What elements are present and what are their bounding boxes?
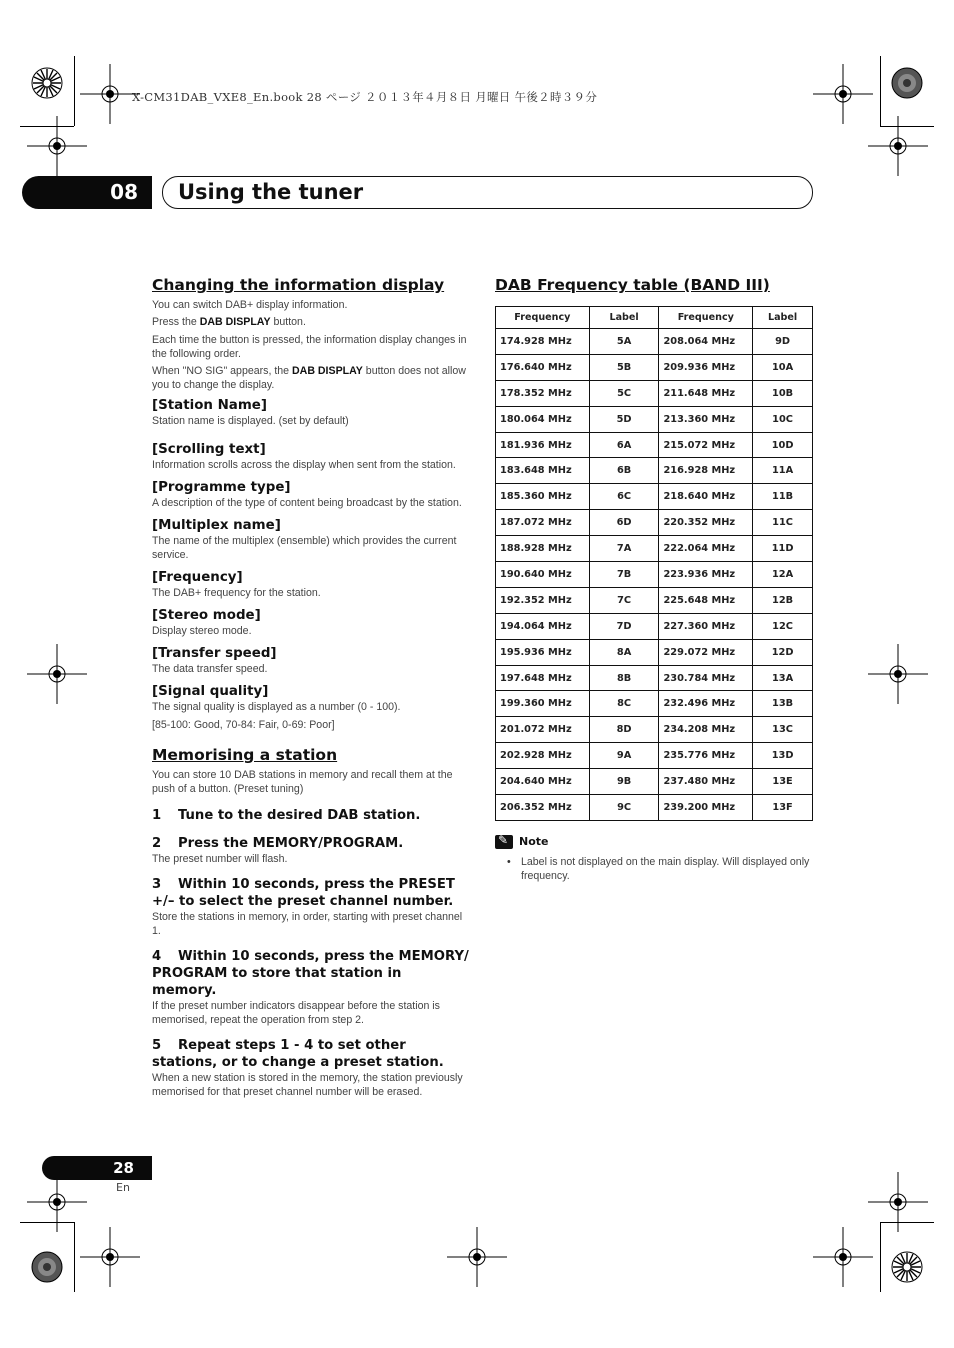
frequency-cell: 197.648 MHz xyxy=(496,665,590,691)
frequency-cell: 222.064 MHz xyxy=(659,536,753,562)
section-title-info-display: Changing the information display xyxy=(152,276,445,294)
section-title-memorising: Memorising a station xyxy=(152,746,338,764)
trim-line xyxy=(74,56,75,126)
frequency-cell: 227.360 MHz xyxy=(659,613,753,639)
display-item-desc: Information scrolls across the display when sent from the station. xyxy=(152,459,456,471)
label-cell: 9D xyxy=(753,329,813,355)
label-cell: 9B xyxy=(589,769,659,795)
trim-line xyxy=(880,56,881,126)
label-cell: 11D xyxy=(753,536,813,562)
label-cell: 11A xyxy=(753,458,813,484)
label-cell: 12B xyxy=(753,587,813,613)
frequency-cell: 178.352 MHz xyxy=(496,380,590,406)
registration-mark-top-left xyxy=(30,66,64,100)
display-item-desc: The name of the multiplex (ensemble) which provides the current service. xyxy=(152,535,457,561)
step-desc: When a new station is stored in the memory, the station previously memorised for that preset channel number will be erased. xyxy=(152,1072,463,1098)
frequency-cell: 229.072 MHz xyxy=(659,639,753,665)
info-intro-4: When "NO SIG" appears, the DAB DISPLAY button does not allow you to change the display. xyxy=(152,365,466,391)
table-row xyxy=(496,587,813,613)
table-row xyxy=(496,354,813,380)
left-column xyxy=(152,276,470,1099)
memorising-intro: You can store 10 DAB stations in memory and recall them at the push of a button. (Preset tuning) xyxy=(152,769,453,795)
display-item-desc: Display stereo mode. xyxy=(152,625,252,637)
label-cell: 12C xyxy=(753,613,813,639)
display-item-desc: Station name is displayed. (set by default) xyxy=(152,415,349,427)
display-item-name: [Programme type] xyxy=(152,480,291,495)
dab-display-button-name: DAB DISPLAY xyxy=(199,316,271,328)
chapter-title: Using the tuner xyxy=(178,180,364,204)
frequency-cell: 174.928 MHz xyxy=(496,329,590,355)
display-item-desc: The data transfer speed. xyxy=(152,663,268,675)
table-row xyxy=(496,795,813,821)
label-cell: 8D xyxy=(589,717,659,743)
label-cell: 6D xyxy=(589,510,659,536)
frequency-cell: 213.360 MHz xyxy=(659,406,753,432)
step-heading: 1 Tune to the desired DAB station. xyxy=(152,808,421,823)
label-cell: 6C xyxy=(589,484,659,510)
label-cell: 10A xyxy=(753,354,813,380)
trim-line xyxy=(74,1222,75,1292)
frequency-cell: 234.208 MHz xyxy=(659,717,753,743)
frequency-cell: 192.352 MHz xyxy=(496,587,590,613)
note-list xyxy=(495,855,815,883)
label-cell: 13F xyxy=(753,795,813,821)
frequency-cell: 188.928 MHz xyxy=(496,536,590,562)
step-heading: 4 Within 10 seconds, press the MEMORY/ PROGRAM to store that station in memory. xyxy=(152,949,469,998)
frequency-cell: 176.640 MHz xyxy=(496,354,590,380)
crosshair-mark xyxy=(868,116,928,176)
table-row xyxy=(496,665,813,691)
label-cell: 7B xyxy=(589,562,659,588)
label-cell: 5A xyxy=(589,329,659,355)
crosshair-mark xyxy=(868,644,928,704)
trim-line xyxy=(880,1222,934,1223)
dab-display-button-name: DAB DISPLAY xyxy=(292,365,363,377)
table-row xyxy=(496,432,813,458)
page-number: 28 xyxy=(42,1156,152,1180)
frequency-table xyxy=(495,306,813,821)
label-cell: 7D xyxy=(589,613,659,639)
label-cell: 10B xyxy=(753,380,813,406)
label-cell: 11C xyxy=(753,510,813,536)
label-cell: 8C xyxy=(589,691,659,717)
frequency-cell: 206.352 MHz xyxy=(496,795,590,821)
trim-line xyxy=(880,126,934,127)
step-desc: If the preset number indicators disappear before the station is memorised, repeat the operation from step 2. xyxy=(152,1000,440,1026)
frequency-cell: 204.640 MHz xyxy=(496,769,590,795)
table-row xyxy=(496,536,813,562)
frequency-cell: 235.776 MHz xyxy=(659,743,753,769)
table-row xyxy=(496,743,813,769)
info-intro-3: Each time the button is pressed, the information display changes in the following order. xyxy=(152,334,467,360)
frequency-cell: 225.648 MHz xyxy=(659,587,753,613)
label-cell: 9C xyxy=(589,795,659,821)
table-title: DAB Frequency table (BAND III) xyxy=(495,276,770,294)
label-cell: 10C xyxy=(753,406,813,432)
label-cell: 5B xyxy=(589,354,659,380)
display-item-name: [Transfer speed] xyxy=(152,646,277,661)
trim-line xyxy=(20,1222,74,1223)
table-row xyxy=(496,717,813,743)
step-desc: The preset number will flash. xyxy=(152,853,288,865)
chapter-number: 08 xyxy=(22,176,152,209)
table-row xyxy=(496,380,813,406)
frequency-cell: 180.064 MHz xyxy=(496,406,590,432)
note-icon xyxy=(495,835,513,849)
label-cell: 13C xyxy=(753,717,813,743)
crosshair-mark xyxy=(868,1172,928,1232)
frequency-cell: 187.072 MHz xyxy=(496,510,590,536)
info-intro-1: You can switch DAB+ display information. xyxy=(152,299,348,311)
note-title: Note xyxy=(519,835,549,849)
note-item: • Label is not displayed on the main display. Will displayed only frequency. xyxy=(507,855,815,883)
table-row xyxy=(496,329,813,355)
label-cell: 7C xyxy=(589,587,659,613)
display-item-name: [Scrolling text] xyxy=(152,442,266,457)
display-item-name: [Station Name] xyxy=(152,398,267,413)
registration-mark-top-right xyxy=(890,66,924,100)
page-language: En xyxy=(116,1181,130,1194)
frequency-cell: 239.200 MHz xyxy=(659,795,753,821)
frequency-cell: 232.496 MHz xyxy=(659,691,753,717)
column-header: Frequency xyxy=(659,307,753,329)
column-header: Frequency xyxy=(496,307,590,329)
trim-line xyxy=(20,126,74,127)
frequency-cell: 230.784 MHz xyxy=(659,665,753,691)
label-cell: 13D xyxy=(753,743,813,769)
table-row xyxy=(496,613,813,639)
display-item-name: [Stereo mode] xyxy=(152,608,261,623)
label-cell: 5D xyxy=(589,406,659,432)
frequency-cell: 185.360 MHz xyxy=(496,484,590,510)
display-item-desc: A description of the type of content being broadcast by the station. xyxy=(152,497,462,509)
table-header-row xyxy=(496,307,813,329)
crosshair-mark xyxy=(80,1227,140,1287)
table-row xyxy=(496,458,813,484)
label-cell: 9A xyxy=(589,743,659,769)
display-item-name: [Multiplex name] xyxy=(152,518,281,533)
label-cell: 12D xyxy=(753,639,813,665)
registration-mark-bottom-left xyxy=(30,1250,64,1284)
label-cell: 6A xyxy=(589,432,659,458)
frequency-cell: 202.928 MHz xyxy=(496,743,590,769)
step-heading: 2 Press the MEMORY/PROGRAM. xyxy=(152,836,404,851)
label-cell: 13B xyxy=(753,691,813,717)
table-row xyxy=(496,406,813,432)
table-row xyxy=(496,691,813,717)
display-item-desc: The signal quality is displayed as a number (0 - 100). xyxy=(152,701,401,713)
frequency-cell: 195.936 MHz xyxy=(496,639,590,665)
crosshair-mark xyxy=(813,64,873,124)
label-cell: 13A xyxy=(753,665,813,691)
crosshair-mark xyxy=(447,1227,507,1287)
frequency-cell: 199.360 MHz xyxy=(496,691,590,717)
label-cell: 5C xyxy=(589,380,659,406)
right-column xyxy=(495,276,815,883)
table-row xyxy=(496,562,813,588)
step-heading: 5 Repeat steps 1 - 4 to set other stations, or to change a preset station. xyxy=(152,1038,444,1070)
signal-quality-scale: [85-100: Good, 70-84: Fair, 0-69: Poor] xyxy=(152,719,335,731)
frequency-cell: 223.936 MHz xyxy=(659,562,753,588)
label-cell: 10D xyxy=(753,432,813,458)
frequency-cell: 216.928 MHz xyxy=(659,458,753,484)
frequency-cell: 190.640 MHz xyxy=(496,562,590,588)
frequency-cell: 218.640 MHz xyxy=(659,484,753,510)
table-row xyxy=(496,484,813,510)
frequency-cell: 181.936 MHz xyxy=(496,432,590,458)
label-cell: 8A xyxy=(589,639,659,665)
crosshair-mark xyxy=(27,644,87,704)
column-header: Label xyxy=(589,307,659,329)
crosshair-mark xyxy=(80,64,140,124)
step-heading: 3 Within 10 seconds, press the PRESET +/– to select the preset channel number. xyxy=(152,877,455,909)
table-row xyxy=(496,639,813,665)
frequency-cell: 208.064 MHz xyxy=(659,329,753,355)
trim-line xyxy=(880,1222,881,1292)
label-cell: 8B xyxy=(589,665,659,691)
frequency-cell: 237.480 MHz xyxy=(659,769,753,795)
print-header: X-CM31DAB_VXE8_En.book 28 ページ ２０１３年４月８日 月曜日 午後２時３９分 xyxy=(132,90,598,104)
display-item-name: [Signal quality] xyxy=(152,684,269,699)
table-row xyxy=(496,769,813,795)
info-intro-2: Press the DAB DISPLAY button. xyxy=(152,316,306,328)
label-cell: 7A xyxy=(589,536,659,562)
display-item-name: [Frequency] xyxy=(152,570,243,585)
table-row xyxy=(496,510,813,536)
frequency-cell: 194.064 MHz xyxy=(496,613,590,639)
crosshair-mark xyxy=(813,1227,873,1287)
step-desc: Store the stations in memory, in order, starting with preset channel 1. xyxy=(152,911,463,937)
display-item-desc: The DAB+ frequency for the station. xyxy=(152,587,321,599)
note-heading xyxy=(495,835,815,849)
label-cell: 12A xyxy=(753,562,813,588)
frequency-cell: 183.648 MHz xyxy=(496,458,590,484)
frequency-cell: 211.648 MHz xyxy=(659,380,753,406)
crosshair-mark xyxy=(27,1172,87,1232)
label-cell: 13E xyxy=(753,769,813,795)
frequency-cell: 201.072 MHz xyxy=(496,717,590,743)
crosshair-mark xyxy=(27,116,87,176)
label-cell: 11B xyxy=(753,484,813,510)
frequency-cell: 215.072 MHz xyxy=(659,432,753,458)
label-cell: 6B xyxy=(589,458,659,484)
registration-mark-bottom-right xyxy=(890,1250,924,1284)
frequency-cell: 220.352 MHz xyxy=(659,510,753,536)
frequency-cell: 209.936 MHz xyxy=(659,354,753,380)
column-header: Label xyxy=(753,307,813,329)
